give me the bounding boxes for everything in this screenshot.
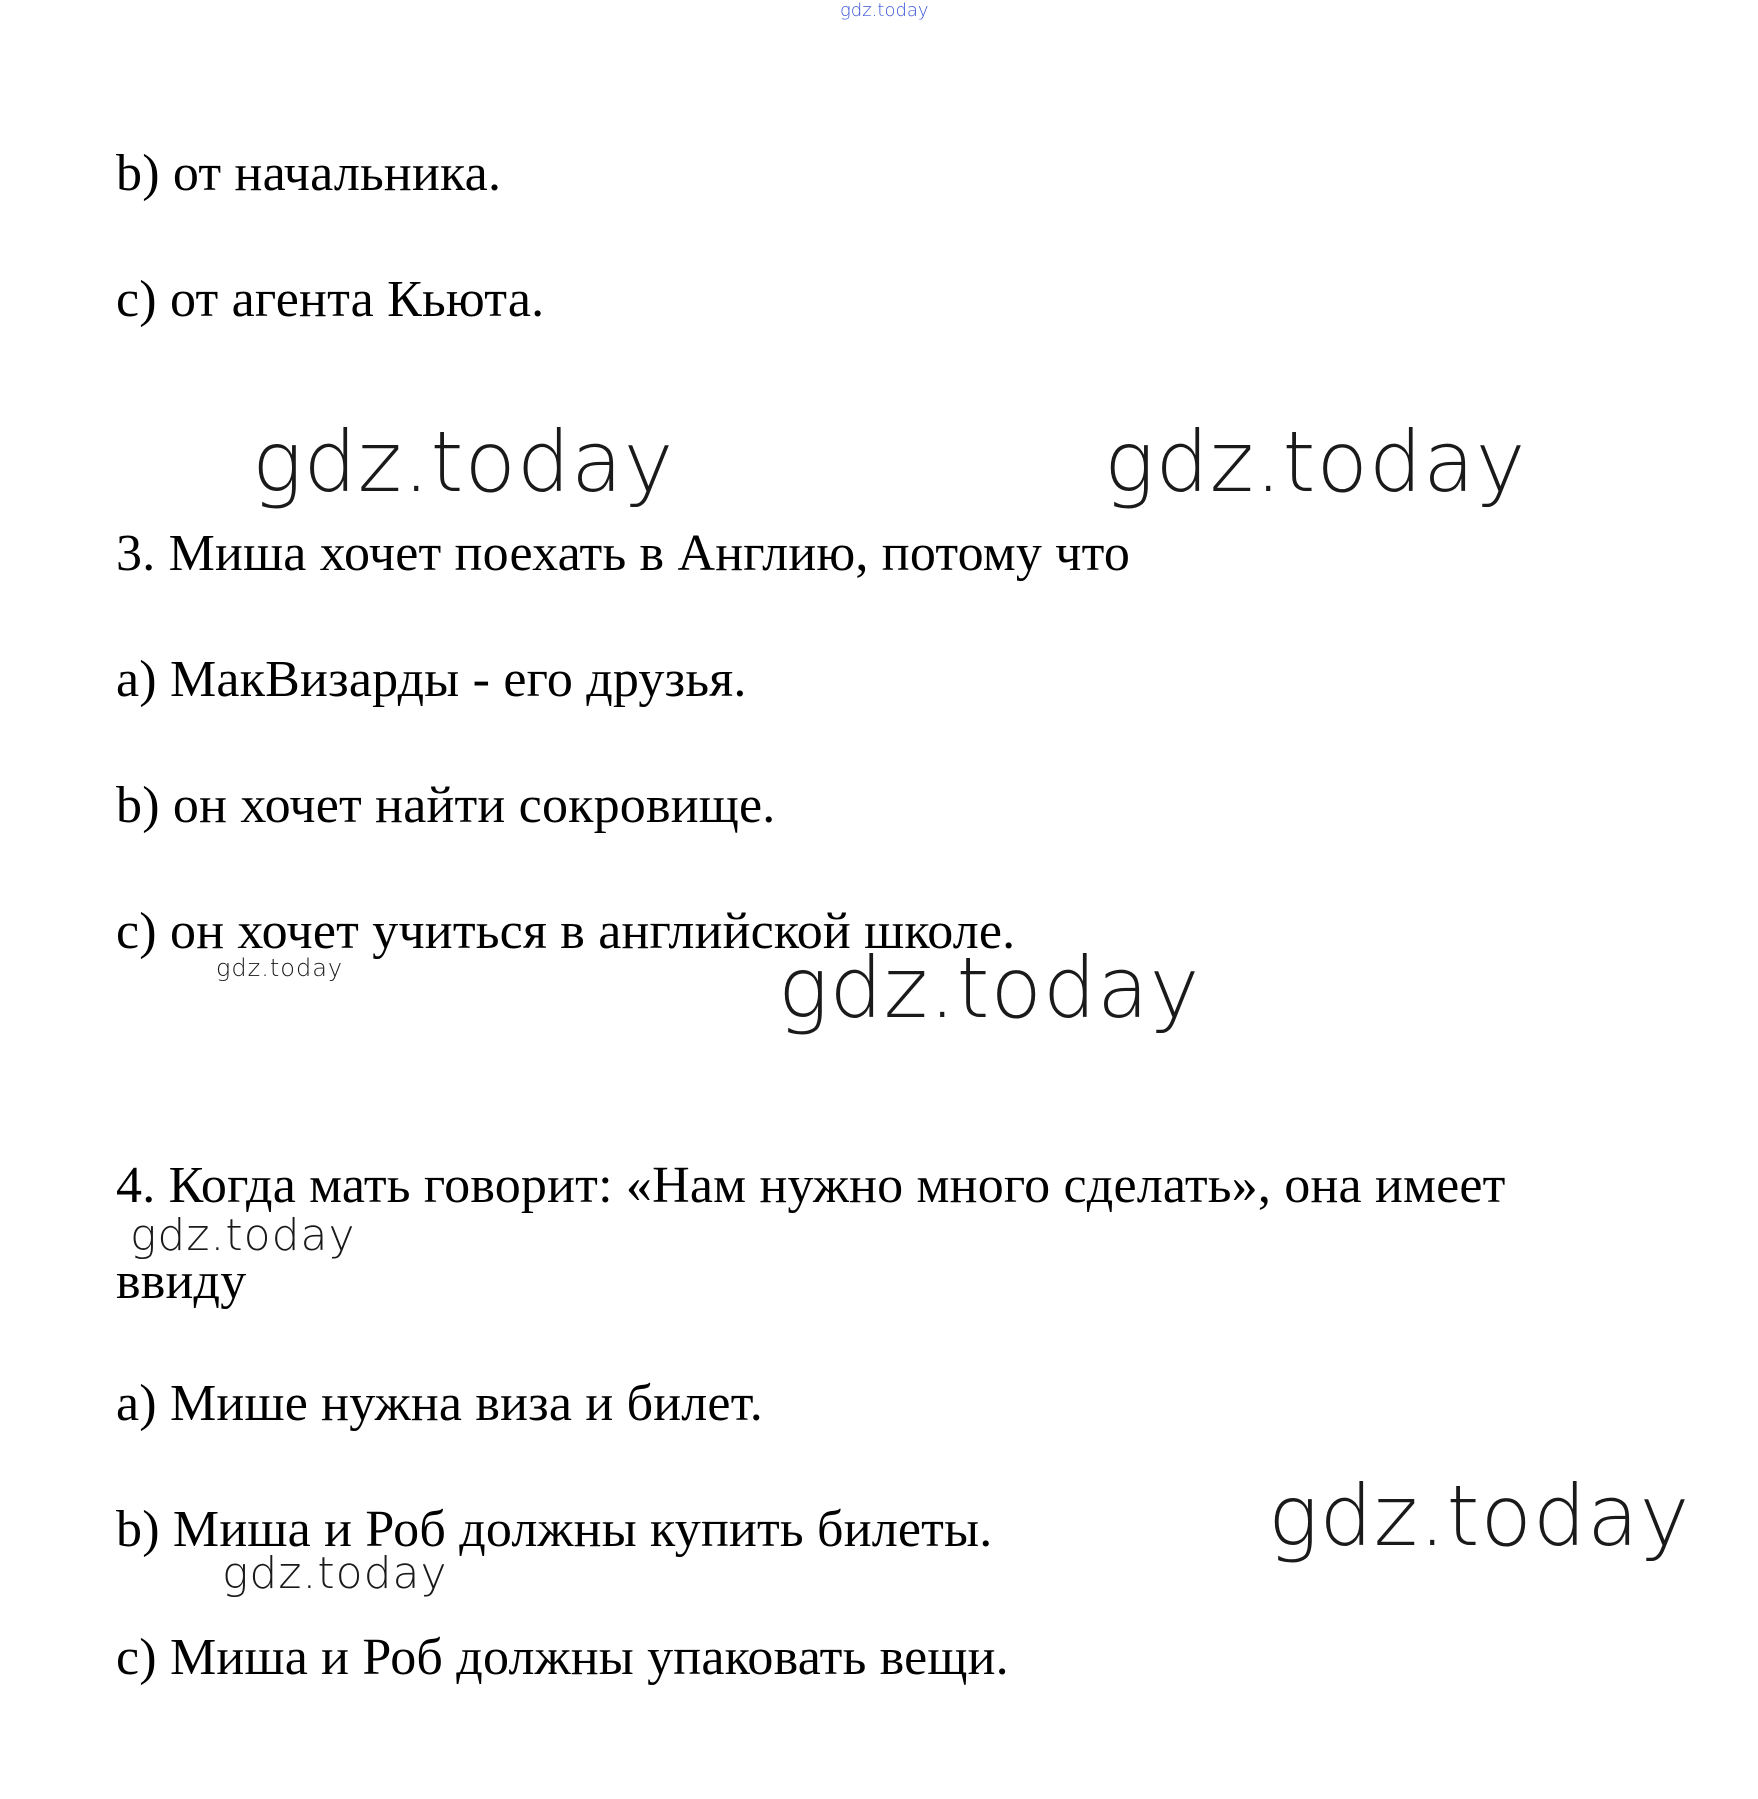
q4-prompt-line2: ввиду — [116, 1253, 247, 1310]
q3-option-b: b) он хочет найти сокровище. — [116, 777, 776, 834]
q3-option-a: a) МакВизарды - его друзья. — [116, 651, 747, 708]
q4-option-a: a) Мише нужна виза и билет. — [116, 1375, 763, 1432]
watermark-medium-2: gdz.today — [222, 1548, 448, 1599]
q3-option-c: c) он хочет учиться в английской школе. — [116, 903, 1016, 960]
q4-option-c: c) Миша и Роб должны упаковать вещи. — [116, 1629, 1009, 1686]
watermark-top: gdz.today — [840, 0, 929, 21]
watermark-large-3: gdz.today — [778, 939, 1201, 1037]
watermark-small-1: gdz.today — [216, 954, 344, 982]
q4-prompt-line1: 4. Когда мать говорит: «Нам нужно много сделать», она имеет — [116, 1157, 1506, 1214]
watermark-large-4: gdz.today — [1268, 1467, 1691, 1565]
watermark-medium-1: gdz.today — [130, 1210, 356, 1261]
q2-option-c: c) от агента Кьюта. — [116, 271, 545, 328]
q3-prompt: 3. Миша хочет поехать в Англию, потому что — [116, 525, 1131, 582]
q2-option-b: b) от начальника. — [116, 145, 502, 202]
watermark-large-2: gdz.today — [1104, 413, 1527, 511]
watermark-large-1: gdz.today — [252, 413, 675, 511]
q4-option-b: b) Миша и Роб должны купить билеты. — [116, 1501, 993, 1558]
